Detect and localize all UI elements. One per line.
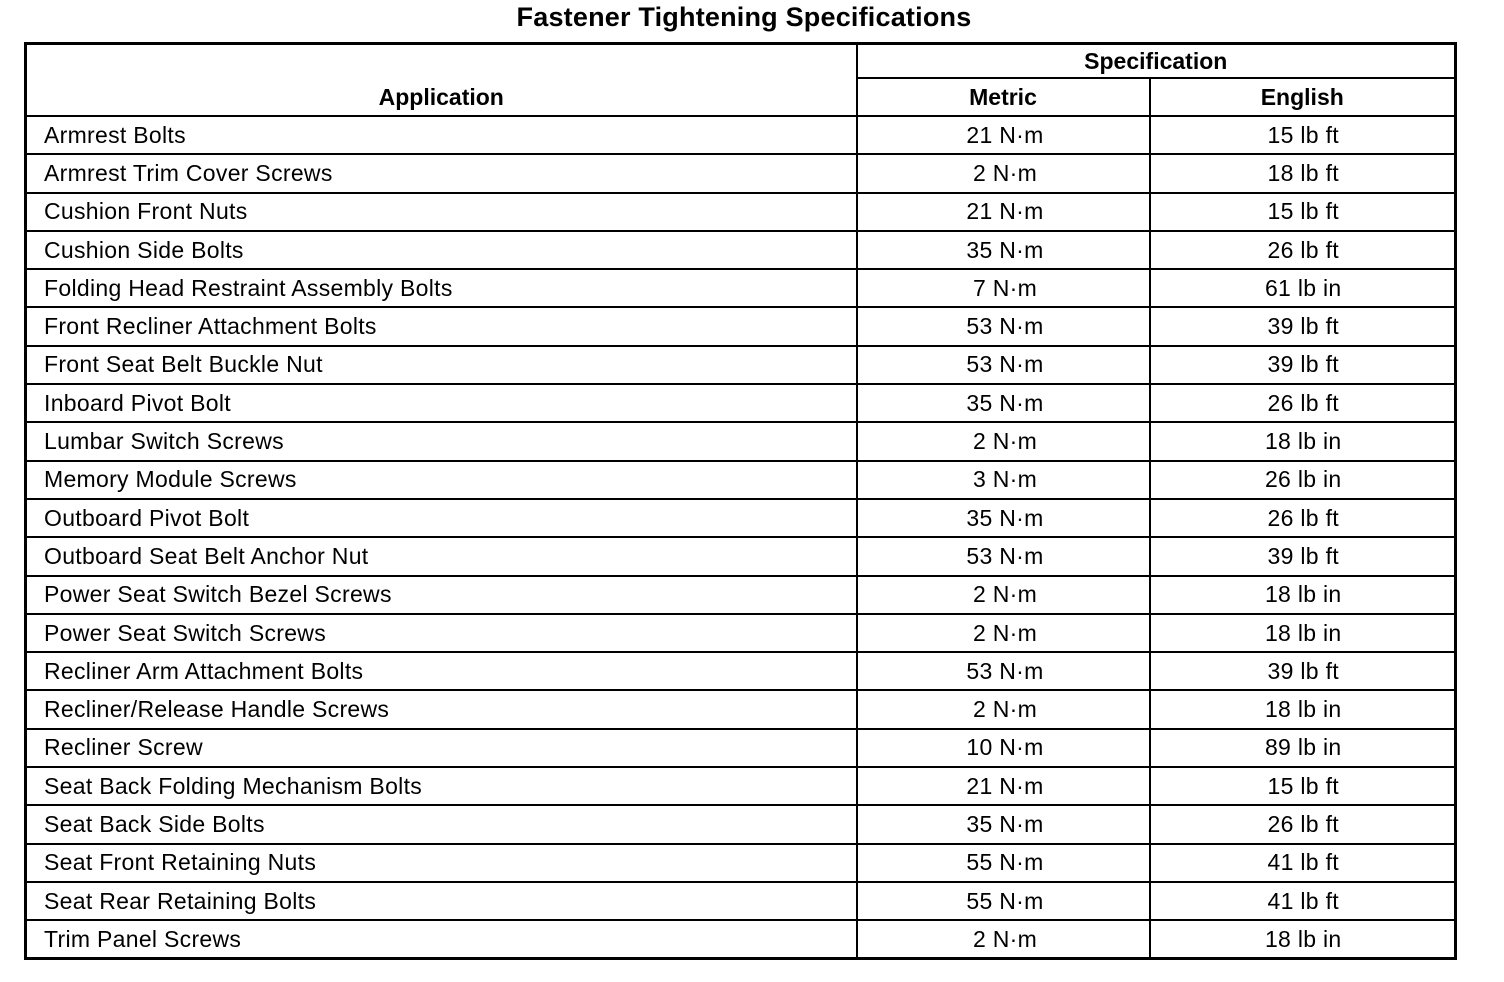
application-cell: Trim Panel Screws: [26, 920, 857, 958]
header-metric: Metric: [857, 78, 1150, 116]
table-row: [26, 614, 1456, 652]
table-row: [26, 384, 1456, 422]
application-cell: Outboard Pivot Bolt: [26, 499, 857, 537]
fastener-spec-table: [24, 42, 1457, 960]
table-row: [26, 576, 1456, 614]
metric-cell: 2 N·m: [857, 614, 1150, 652]
application-cell: Seat Front Retaining Nuts: [26, 844, 857, 882]
table-row: [26, 269, 1456, 307]
application-cell: Recliner Screw: [26, 729, 857, 767]
english-cell: 18 lb in: [1150, 690, 1456, 728]
metric-cell: 7 N·m: [857, 269, 1150, 307]
header-english: English: [1150, 78, 1456, 116]
table-row: [26, 844, 1456, 882]
table-row: [26, 193, 1456, 231]
metric-cell: 53 N·m: [857, 537, 1150, 575]
english-cell: 89 lb in: [1150, 729, 1456, 767]
application-cell: Memory Module Screws: [26, 461, 857, 499]
application-cell: Recliner/Release Handle Screws: [26, 690, 857, 728]
table-row: [26, 767, 1456, 805]
metric-cell: 2 N·m: [857, 422, 1150, 460]
application-cell: Lumbar Switch Screws: [26, 422, 857, 460]
application-cell: Folding Head Restraint Assembly Bolts: [26, 269, 857, 307]
application-cell: Seat Back Side Bolts: [26, 805, 857, 843]
application-cell: Armrest Trim Cover Screws: [26, 154, 857, 192]
english-cell: 26 lb ft: [1150, 499, 1456, 537]
metric-cell: 53 N·m: [857, 652, 1150, 690]
english-cell: 61 lb in: [1150, 269, 1456, 307]
english-cell: 26 lb in: [1150, 461, 1456, 499]
application-cell: Seat Back Folding Mechanism Bolts: [26, 767, 857, 805]
metric-cell: 55 N·m: [857, 882, 1150, 920]
application-cell: Power Seat Switch Screws: [26, 614, 857, 652]
table-row: [26, 537, 1456, 575]
english-cell: 15 lb ft: [1150, 193, 1456, 231]
english-cell: 18 lb in: [1150, 422, 1456, 460]
english-cell: 39 lb ft: [1150, 307, 1456, 345]
table-row: [26, 461, 1456, 499]
application-cell: Cushion Side Bolts: [26, 231, 857, 269]
english-cell: 39 lb ft: [1150, 346, 1456, 384]
english-cell: 26 lb ft: [1150, 231, 1456, 269]
english-cell: 18 lb in: [1150, 920, 1456, 958]
metric-cell: 3 N·m: [857, 461, 1150, 499]
page-title: Fastener Tightening Specifications: [516, 2, 972, 32]
metric-cell: 55 N·m: [857, 844, 1150, 882]
table-row: [26, 920, 1456, 958]
application-cell: Seat Rear Retaining Bolts: [26, 882, 857, 920]
english-cell: 18 lb ft: [1150, 154, 1456, 192]
metric-cell: 53 N·m: [857, 346, 1150, 384]
header-specification: Specification: [857, 44, 1456, 79]
metric-cell: 21 N·m: [857, 767, 1150, 805]
english-cell: 18 lb in: [1150, 576, 1456, 614]
application-cell: Armrest Bolts: [26, 116, 857, 154]
english-cell: 41 lb ft: [1150, 882, 1456, 920]
table-row: [26, 116, 1456, 154]
application-cell: Inboard Pivot Bolt: [26, 384, 857, 422]
table-row: [26, 422, 1456, 460]
table-header: [26, 44, 1456, 117]
table-row: [26, 805, 1456, 843]
table-row: [26, 690, 1456, 728]
metric-cell: 21 N·m: [857, 116, 1150, 154]
metric-cell: 35 N·m: [857, 384, 1150, 422]
english-cell: 39 lb ft: [1150, 652, 1456, 690]
english-cell: 39 lb ft: [1150, 537, 1456, 575]
application-cell: Recliner Arm Attachment Bolts: [26, 652, 857, 690]
metric-cell: 2 N·m: [857, 576, 1150, 614]
english-cell: 15 lb ft: [1150, 116, 1456, 154]
metric-cell: 35 N·m: [857, 805, 1150, 843]
application-cell: Front Recliner Attachment Bolts: [26, 307, 857, 345]
application-cell: Cushion Front Nuts: [26, 193, 857, 231]
application-cell: Front Seat Belt Buckle Nut: [26, 346, 857, 384]
table-row: [26, 231, 1456, 269]
english-cell: 18 lb in: [1150, 614, 1456, 652]
metric-cell: 21 N·m: [857, 193, 1150, 231]
english-cell: 26 lb ft: [1150, 805, 1456, 843]
metric-cell: 53 N·m: [857, 307, 1150, 345]
table-row: [26, 154, 1456, 192]
header-row-top: [26, 44, 1456, 79]
english-cell: 26 lb ft: [1150, 384, 1456, 422]
metric-cell: 2 N·m: [857, 920, 1150, 958]
table-body: [26, 116, 1456, 959]
metric-cell: 2 N·m: [857, 690, 1150, 728]
metric-cell: 35 N·m: [857, 231, 1150, 269]
english-cell: 41 lb ft: [1150, 844, 1456, 882]
application-cell: Power Seat Switch Bezel Screws: [26, 576, 857, 614]
metric-cell: 35 N·m: [857, 499, 1150, 537]
table-row: [26, 346, 1456, 384]
table-row: [26, 499, 1456, 537]
table-row: [26, 729, 1456, 767]
table-row: [26, 882, 1456, 920]
header-application: Application: [26, 44, 857, 117]
application-cell: Outboard Seat Belt Anchor Nut: [26, 537, 857, 575]
metric-cell: 10 N·m: [857, 729, 1150, 767]
english-cell: 15 lb ft: [1150, 767, 1456, 805]
table-row: [26, 307, 1456, 345]
metric-cell: 2 N·m: [857, 154, 1150, 192]
table-row: [26, 652, 1456, 690]
